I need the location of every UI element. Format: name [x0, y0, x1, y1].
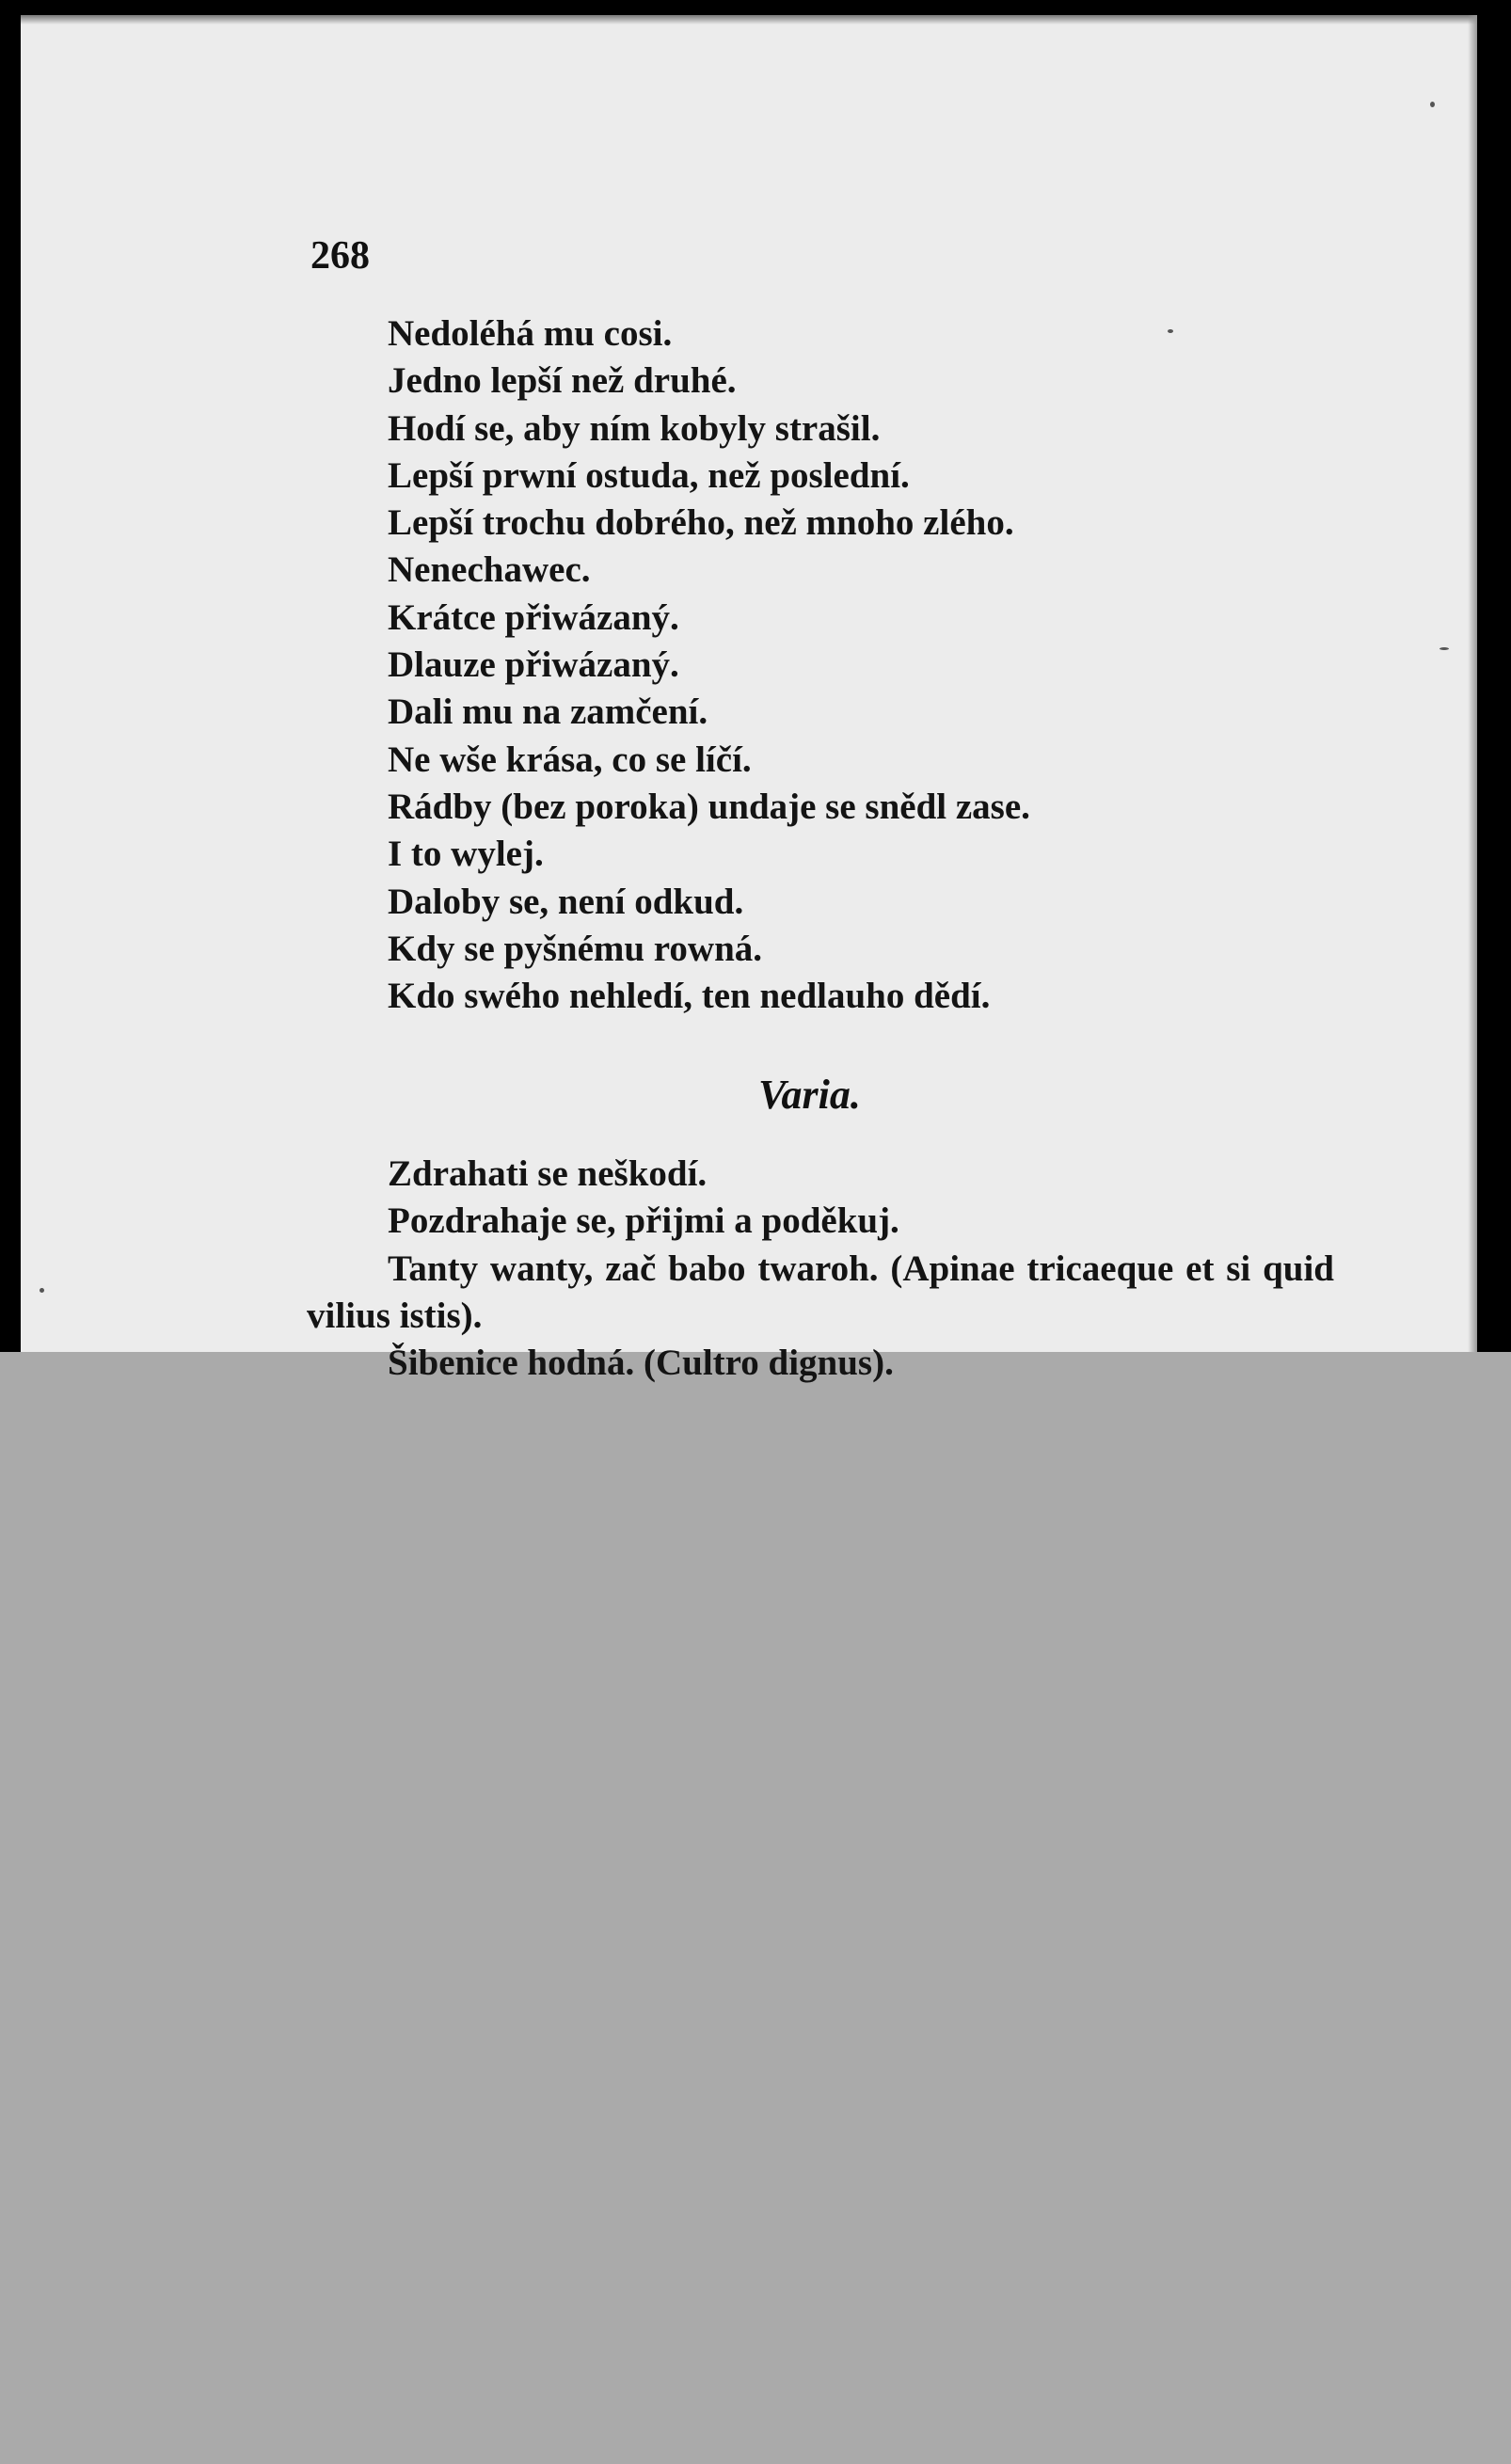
varia-paragraph: Tanty wanty, zač babo twaroh. (Apinae tricaeque et si quid vilius istis).: [307, 1248, 1334, 1337]
proverb-line: Krátce přiwázaný.: [388, 596, 679, 638]
proverb-line: Nedoléhá mu cosi.: [388, 313, 673, 354]
proverb-line: Hodí se, aby ním kobyly strašil.: [388, 407, 881, 449]
page-number: 268: [310, 234, 370, 278]
proverb-line: Lepší prwní ostuda, než poslední.: [388, 454, 910, 496]
scan-speck: [1168, 329, 1173, 333]
proverb-line: I to wylej.: [388, 834, 544, 875]
proverb-line: Kdo swého nehledí, ten nedlauho dědí.: [388, 976, 991, 1017]
proverb-line: Rádby (bez poroka) undaje se snědl zase.: [388, 786, 1030, 827]
proverb-line: Nenechawec.: [388, 549, 591, 591]
varia-list: [388, 1151, 899, 1246]
proverb-line: Kdy se pyšnému rowná.: [388, 928, 763, 969]
varia-line: Pozdrahaje se, přijmi a poděkuj.: [388, 1200, 899, 1242]
cut-off-line: Šibenice hodná. (Cultro dignus).: [388, 1343, 894, 1383]
scan-speck: [40, 1288, 44, 1293]
scan-speck: [1430, 102, 1435, 107]
proverb-line: Daloby se, není odkud.: [388, 881, 744, 922]
proverb-line: Lepší trochu dobrého, než mnoho zlého.: [388, 502, 1014, 544]
scan-speck: [1439, 647, 1449, 650]
proverb-line: Ne wše krása, co se líčí.: [388, 739, 752, 780]
proverb-line: Dlauze přiwázaný.: [388, 644, 679, 686]
top-edge-shadow: [21, 15, 1477, 24]
varia-line: Zdrahati se neškodí.: [388, 1153, 708, 1194]
right-edge-shadow: [1468, 15, 1477, 1352]
proverb-line: Dali mu na zamčení.: [388, 692, 708, 733]
proverb-list: [388, 310, 1030, 1020]
proverb-line: Jedno lepší než druhé.: [388, 360, 737, 402]
section-heading: Varia.: [758, 1072, 861, 1118]
